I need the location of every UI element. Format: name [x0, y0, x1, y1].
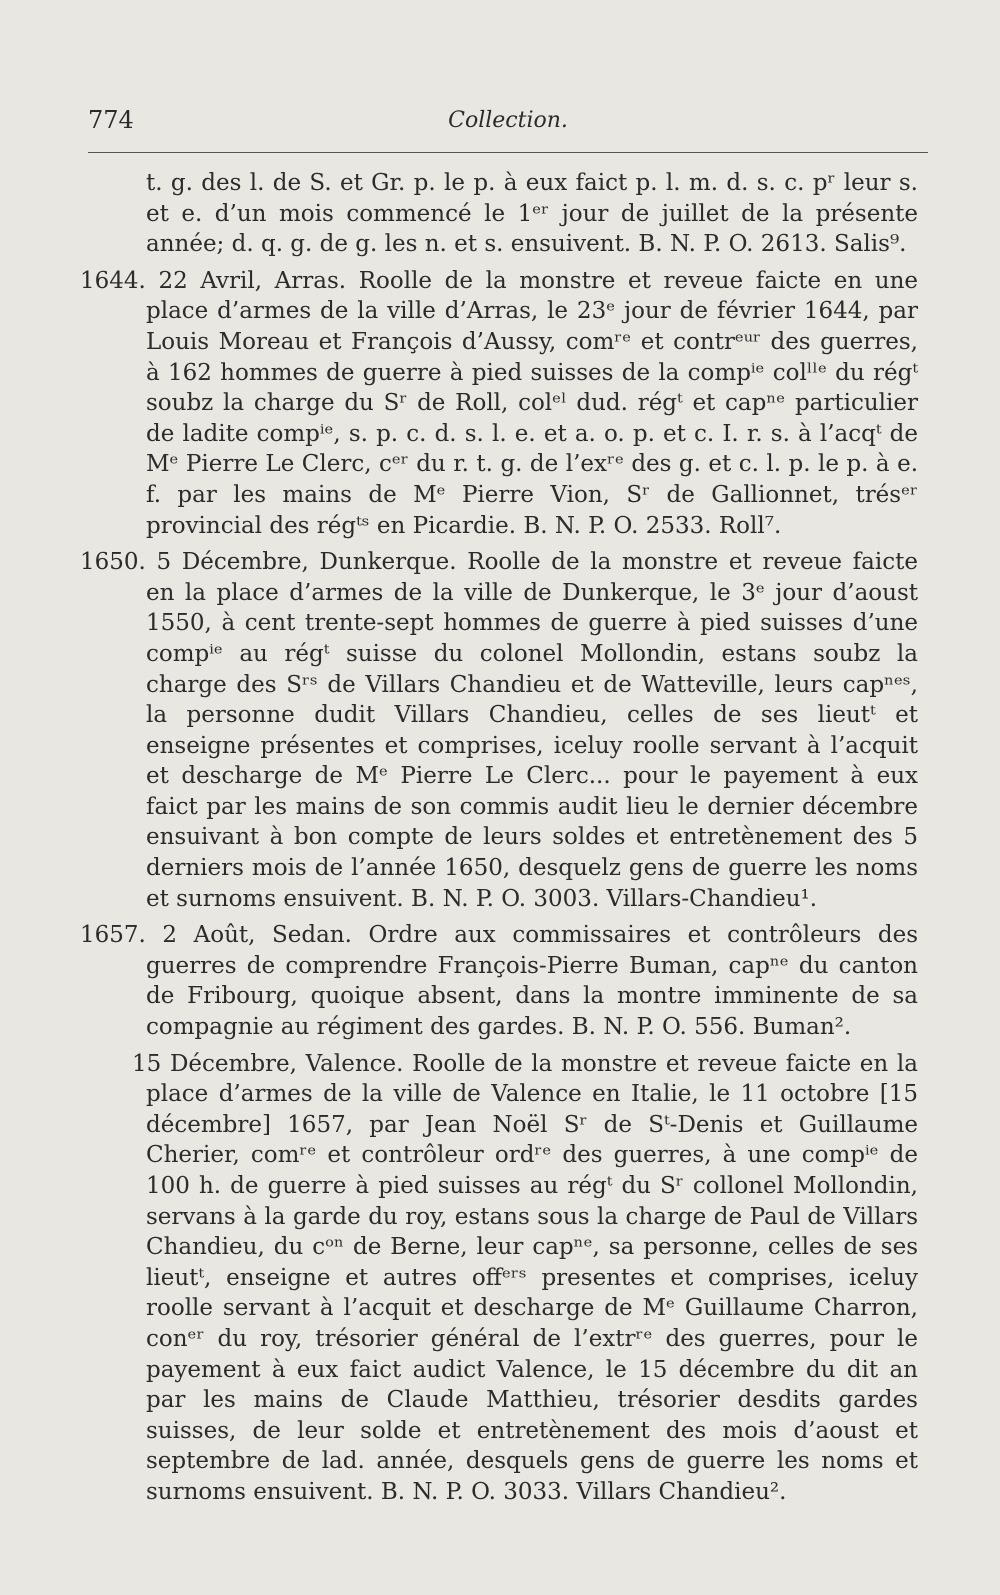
- running-head: Collection.: [448, 108, 568, 133]
- entry-1644: 1644. 22 Avril, Arras. Roolle de la monstre et reveue faicte en une place d’armes de la ville d’Arras, le 23ᵉ jour de février 1644, par Louis Moreau et François d’Aussy, comʳᵉ et contrᵉᵘʳ des guerres, à 162 hommes de guerre à pied suisses de la compⁱᵉ colˡˡᵉ du régᵗ soubz la charge du Sʳ de Roll, colᵉˡ dud. régᵗ et capⁿᵉ particulier de ladite compⁱᵉ, s. p. c. d. s. l. e. et a. o. p. et c. I. r. s. à l’acqᵗ de Mᵉ Pierre Le Clerc, cᵉʳ du r. t. g. de l’exʳᵉ des g. et c. l. p. le p. à e. f. par les mains de Mᵉ Pierre Vion, Sʳ de Gallionnet, trésᵉʳ provincial des régᵗˢ en Picardie. B. N. P. O. 2533. Roll⁷.: [80, 267, 918, 539]
- paragraph-continuation: t. g. des l. de S. et Gr. p. le p. à eux faict p. l. m. d. s. c. pʳ leur s. et e. d’un mois commencé le 1ᵉʳ jour de juillet de la présente année; d. q. g. de g. les n. et s. ensuivent. B. N. P. O. 2613. Salis⁹.: [146, 170, 918, 258]
- header-rule: [88, 152, 928, 153]
- entry-1657-august: 1657. 2 Août, Sedan. Ordre aux commissaires et contrôleurs des guerres de comprendre François-Pierre Buman, capⁿᵉ du canton de Fribourg, quoique absent, dans la montre imminente de sa compagnie au régiment des gardes. B. N. P. O. 556. Buman².: [80, 922, 918, 1041]
- entry-1650: 1650. 5 Décembre, Dunkerque. Roolle de la monstre et reveue faicte en la place d’armes de la ville de Dunkerque, le 3ᵉ jour d’aoust 1550, à cent trente-sept hommes de guerre à pied suisses d’une compⁱᵉ au régᵗ suisse du colonel Mollondin, estans soubz la charge des Sʳˢ de Villars Chandieu et de Watteville, leurs capⁿᵉˢ, la personne dudit Villars Chandieu, celles de ses lieutᵗ et enseigne présentes et comprises, iceluy roolle servant à l’acquit et descharge de Mᵉ Pierre Le Clerc... pour le payement à eux faict par les mains de son commis audit lieu le dernier décembre ensuivant à bon compte de leurs soldes et entretènement des 5 derniers mois de l’année 1650, desquelz gens de guerre les noms et surnoms ensuivent. B. N. P. O. 3003. Villars-Chandieu¹.: [80, 549, 918, 912]
- page-number: 774: [88, 106, 134, 134]
- page-header: [88, 106, 928, 146]
- entry-1657-december: 15 Décembre, Valence. Roolle de la monstre et reveue faicte en la place d’armes de la ville de Valence en Italie, le 11 octobre [15 décembre] 1657, par Jean Noël Sʳ de Sᵗ-Denis et Guillaume Cherier, comʳᵉ et contrôleur ordʳᵉ des guerres, à une compⁱᵉ de 100 h. de guerre à pied suisses au régᵗ du Sʳ collonel Mollondin, servans à la garde du roy, estans sous la charge de Paul de Villars Chandieu, du cᵒⁿ de Berne, leur capⁿᵉ, sa personne, celles de ses lieutᵗ, enseigne et autres offᵉʳˢ presentes et comprises, iceluy roolle servant à l’acquit et descharge de Mᵉ Guillaume Charron, conᵉʳ du roy, trésorier général de l’extrʳᵉ des guerres, pour le payement à eux faict audict Valence, le 15 décembre du dit an par les mains de Claude Matthieu, trésorier desdits gardes suisses, de leur solde et entretènement des mois d’aoust et septembre de lad. année, desquels gens de guerre les noms et surnoms ensuivent. B. N. P. O. 3033. Villars Chandieu².: [132, 1050, 918, 1505]
- document-body: [80, 168, 918, 1514]
